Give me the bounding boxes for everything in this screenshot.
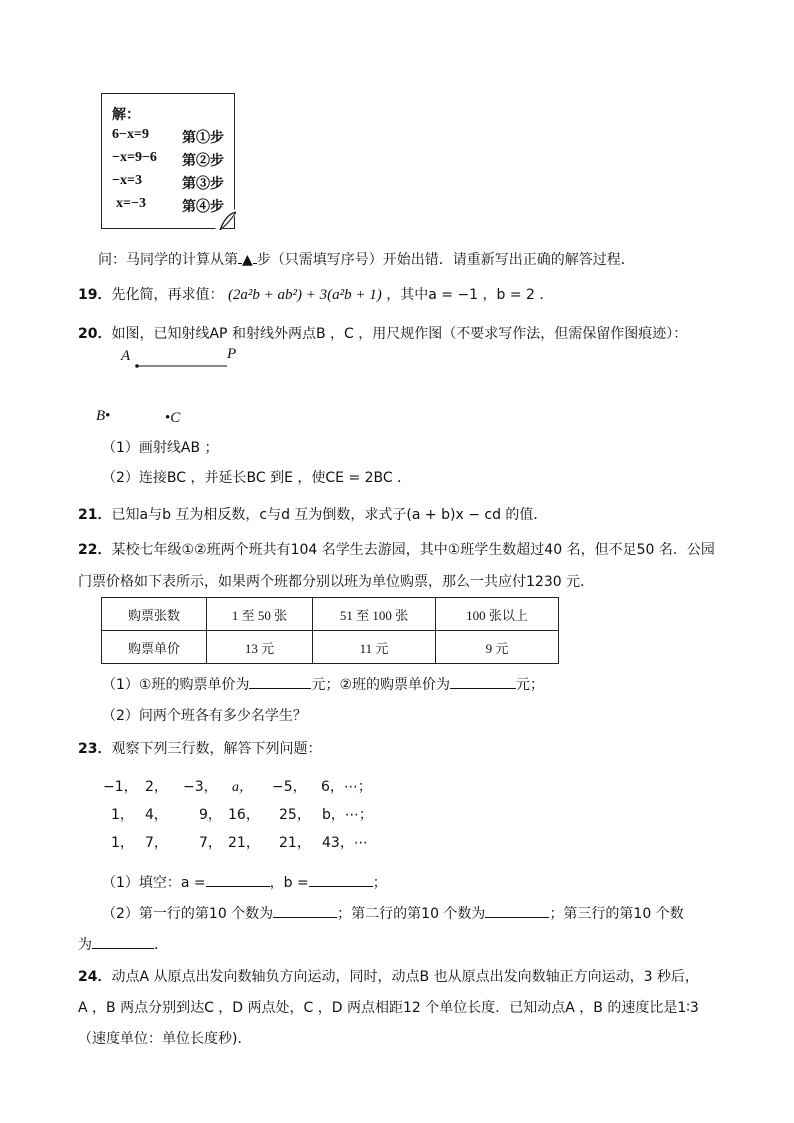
answer-blank[interactable] [92,948,154,949]
answer-blank[interactable] [273,917,337,918]
answer-blank[interactable] [249,688,311,689]
q22-line2: 门票价格如下表所示，如果两个班都分别以班为单位购票，那么一共应付1230 元． [78,574,595,590]
q21: 21．已知a与b 互为相反数，c与d 互为倒数，求式子(a + b)x − cd 的值． [78,507,548,523]
solution-note [101,93,235,229]
ticket-price-table [101,597,559,664]
q22-sub1: （1）①班的购票单价为 元；②班的购票单价为 元； [102,677,545,693]
q19-expression: (2a²b + ab²) + 3(a²b + 1) [227,287,382,303]
page-curl-icon [214,208,236,230]
q20-sub2: （2）连接BC ，并延长BC 到E ，使CE = 2BC ． [102,470,412,486]
note-step-1: 6−x=9 第①步 [112,127,224,146]
table-cell: 1 至 50 张 [207,598,313,631]
note-step-4: x=−3 第④步 [116,196,224,215]
answer-blank[interactable] [450,688,516,689]
triangle-marker-icon: ▲ [242,252,253,268]
label-c: •C [165,410,181,426]
table-cell: 购票张数 [102,598,207,631]
q18-question: 问：马同学的计算从第 ▲ 步（只需填写序号）开始出错．请重新写出正确的解答过程． [98,252,635,268]
table-cell: 51 至 100 张 [313,598,436,631]
table-cell: 购票单价 [102,631,207,664]
table-row [102,598,559,631]
q23: 23．观察下列三行数，解答下列问题： [78,741,322,757]
label-p: P [227,346,237,362]
answer-blank[interactable] [309,886,373,887]
label-a: A [121,348,131,364]
q23-sub2-cont: 为 ． [78,937,168,953]
q24-line1: 24．动点A 从原点出发向数轴负方向运动，同时，动点B 也从原点出发向数轴正方向运动，3 秒后， [78,969,699,985]
q24-line3: （速度单位：单位长度秒)． [78,1031,252,1047]
note-header: 解： [112,108,140,123]
table-cell: 9 元 [436,631,559,664]
q23-sub1: （1）填空：a = ，b = ； [102,875,387,891]
q23-sub2: （2）第一行的第10 个数为 ；第二行的第10 个数为 ；第三行的第10 个数 [102,906,684,922]
q24-line2: A ，B 两点分别到达C ，D 两点处，C ，D 两点相距12 个单位长度．已知动点A ，B 的速度比是1∶3 [78,1000,699,1016]
note-step-3: −x=3 第③步 [112,173,224,192]
q19: 19．先化简，再求值： (2a²b + ab²) + 3(a²b + 1) ，其中a = −1 ，b = 2 ． [78,287,554,303]
q22-line1: 22．某校七年级①②班两个班共有104 名学生去游园，其中①班学生数超过40 名，但不足50 名．公园 [78,542,715,558]
answer-blank[interactable] [485,917,549,918]
table-row [102,631,559,664]
note-step-2: −x=9−6 第②步 [112,150,224,169]
label-b: B• [96,408,111,424]
table-cell: 13 元 [207,631,313,664]
table-cell: 11 元 [313,631,436,664]
q22-sub2: （2）问两个班各有多少名学生？ [102,708,307,724]
q20: 20．如图，已知射线AP 和射线外两点B ，C ，用尺规作图（不要求写作法，但需保留作图痕迹）： [78,326,688,342]
answer-blank[interactable] [206,886,270,887]
q20-sub1: （1）画射线AB ； [102,440,219,456]
table-cell: 100 张以上 [436,598,559,631]
